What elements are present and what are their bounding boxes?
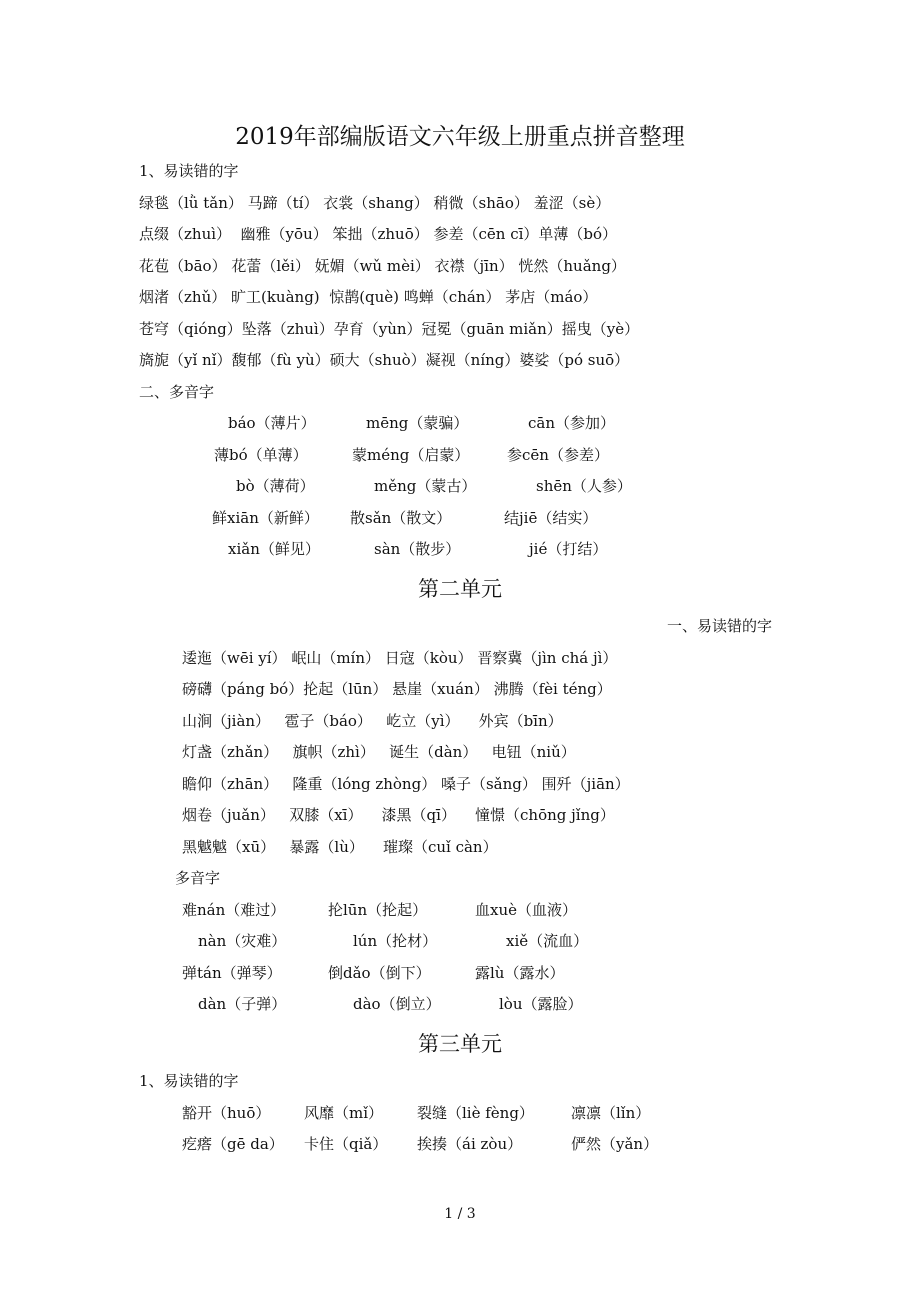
page-number: 1 / 3: [444, 1206, 476, 1222]
word-cell: 疙瘩（gē da）: [182, 1135, 284, 1153]
word-row: 黑魆魆（xū） 暴露（lù） 璀璨（cuǐ càn）: [182, 838, 498, 856]
polyphone-cell: xiǎn（鲜见）: [228, 540, 320, 558]
polyphone-cell: 薄bó（单薄）: [214, 446, 308, 464]
polyphone-cell: 蒙méng（启蒙）: [352, 446, 470, 464]
polyphone-cell: 难nán（难过）: [182, 901, 286, 919]
polyphone-cell: 抡lūn（抡起）: [328, 901, 428, 919]
polyphone-cell: 散sǎn（散文）: [350, 509, 452, 527]
polyphone-cell: 弹tán（弹琴）: [182, 964, 282, 982]
word-row: 苍穹（qióng）坠落（zhuì）孕育（yùn）冠冕（guān miǎn）摇曳（yè）: [139, 320, 640, 338]
polyphone-cell: bò（薄荷）: [236, 477, 315, 495]
word-cell: 挨揍（ái zòu）: [417, 1135, 523, 1153]
section-heading: 多音字: [175, 869, 221, 887]
polyphone-cell: dào（倒立）: [353, 995, 441, 1013]
word-row: 逶迤（wēi yí） 岷山（mín） 日寇（kòu） 晋察冀（jìn chá jì）: [182, 649, 618, 667]
unit-title: 第二单元: [418, 577, 502, 601]
polyphone-cell: dàn（子弹）: [198, 995, 287, 1013]
word-row: 瞻仰（zhān） 隆重（lóng zhòng） 嗓子（sǎng） 围歼（jiān）: [182, 775, 630, 793]
polyphone-cell: měng（蒙古）: [374, 477, 477, 495]
word-cell: 卡住（qiǎ）: [304, 1135, 388, 1153]
word-row: 花苞（bāo） 花蕾（lěi） 妩媚（wǔ mèi） 衣襟（jīn） 恍然（huǎng）: [139, 257, 626, 275]
polyphone-cell: 结jiē（结实）: [504, 509, 598, 527]
word-cell: 风靡（mǐ）: [304, 1104, 384, 1122]
polyphone-cell: 露lù（露水）: [475, 964, 565, 982]
word-row: 点缀（zhuì） 幽雅（yōu） 笨拙（zhuō） 参差（cēn cī）单薄（bó）: [139, 225, 618, 243]
word-row: 旖旎（yǐ nǐ）馥郁（fù yù）硕大（shuò）凝视（níng）婆娑（pó suō）: [139, 351, 630, 369]
polyphone-cell: lún（抡材）: [353, 932, 438, 950]
word-cell: 俨然（yǎn）: [571, 1135, 659, 1153]
polyphone-cell: báo（薄片）: [228, 414, 316, 432]
section-heading: 一、易读错的字: [667, 617, 773, 635]
polyphone-cell: shēn（人参）: [536, 477, 632, 495]
word-row: 灯盏（zhǎn） 旗帜（zhì） 诞生（dàn） 电钮（niǔ）: [182, 743, 576, 761]
section-heading: 1、易读错的字: [139, 162, 239, 180]
word-row: 绿毯（lǜ tǎn） 马蹄（tí） 衣裳（shang） 稍微（shāo） 羞涩（sè）: [139, 194, 611, 212]
unit-title: 第三单元: [418, 1032, 502, 1056]
polyphone-cell: 鲜xiān（新鲜）: [212, 509, 319, 527]
word-row: 烟卷（juǎn） 双膝（xī） 漆黑（qī） 憧憬（chōng jǐng）: [182, 806, 615, 824]
word-cell: 裂缝（liè fèng）: [417, 1104, 534, 1122]
page-title: 2019年部编版语文六年级上册重点拼音整理: [235, 124, 685, 150]
word-cell: 豁开（huō）: [182, 1104, 271, 1122]
word-cell: 凛凛（lǐn）: [571, 1104, 651, 1122]
polyphone-cell: lòu（露脸）: [499, 995, 583, 1013]
polyphone-cell: nàn（灾难）: [198, 932, 287, 950]
section-heading: 二、多音字: [139, 383, 215, 401]
word-row: 烟渚（zhǔ） 旷工(kuàng) 惊鹊(què) 鸣蝉（chán） 茅店（máo）: [139, 288, 598, 306]
word-row: 磅礴（páng bó）抡起（lūn） 悬崖（xuán） 沸腾（fèi téng）: [182, 680, 612, 698]
polyphone-cell: xiě（流血）: [506, 932, 589, 950]
section-heading: 1、易读错的字: [139, 1072, 239, 1090]
polyphone-cell: 参cēn（参差）: [507, 446, 609, 464]
polyphone-cell: jié（打结）: [529, 540, 608, 558]
polyphone-cell: 血xuè（血液）: [475, 901, 577, 919]
polyphone-cell: 倒dǎo（倒下）: [328, 964, 431, 982]
polyphone-cell: mēng（蒙骗）: [366, 414, 469, 432]
polyphone-cell: cān（参加）: [528, 414, 616, 432]
word-row: 山涧（jiàn） 雹子（báo） 屹立（yì） 外宾（bīn）: [182, 712, 563, 730]
polyphone-cell: sàn（散步）: [374, 540, 461, 558]
